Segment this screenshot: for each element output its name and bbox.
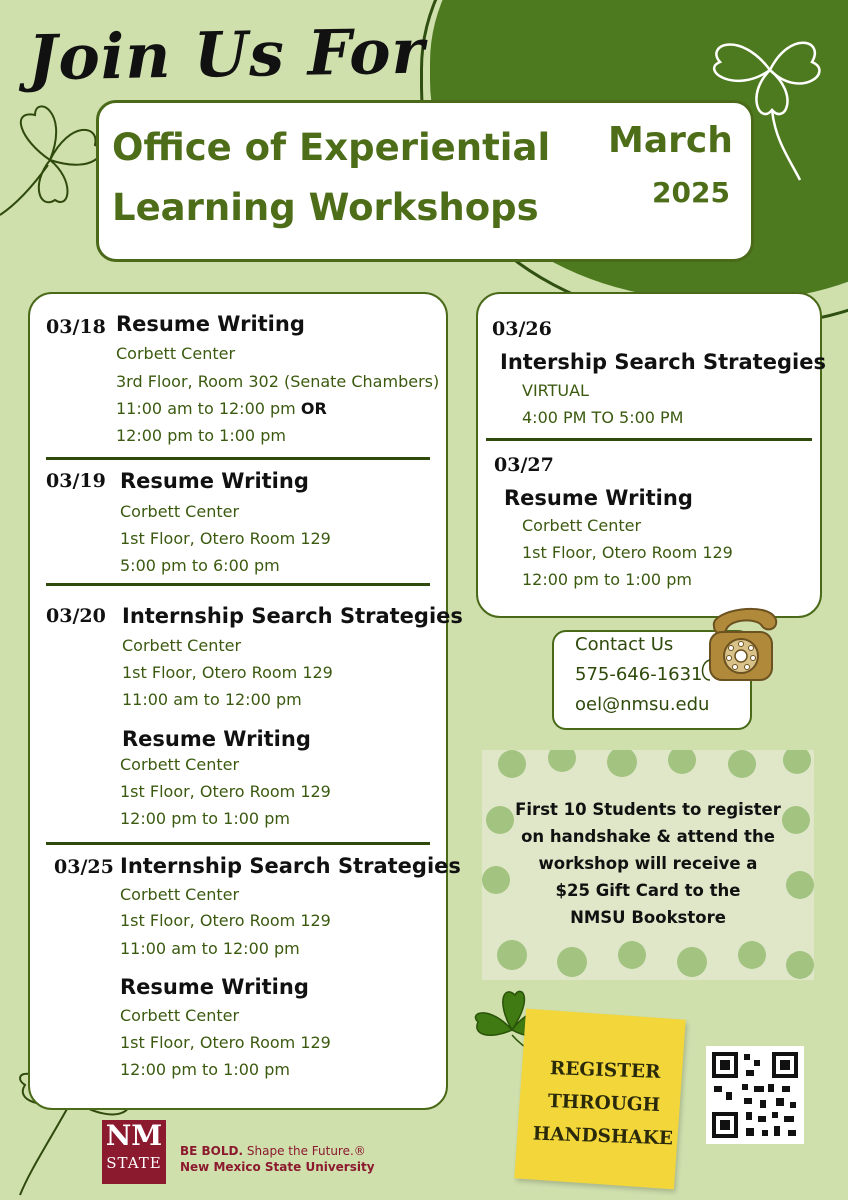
divider [46, 583, 430, 586]
rotary-phone-icon [700, 600, 782, 686]
time: 4:00 PM TO 5:00 PM [522, 408, 684, 427]
location: Corbett Center [120, 502, 240, 521]
date-0320: 03/20 [46, 605, 106, 627]
time: 12:00 pm to 1:00 pm [120, 809, 290, 828]
room: 1st Floor, Otero Room 129 [120, 529, 331, 548]
date-0318: 03/18 [46, 316, 106, 338]
location: Corbett Center [116, 344, 236, 363]
location: Corbett Center [120, 755, 240, 774]
script-heading: Join Us For [27, 14, 426, 95]
page-title [112, 118, 552, 238]
location: Corbett Center [120, 885, 240, 904]
time: 11:00 am to 12:00 pm [120, 939, 300, 958]
time: 12:00 pm to 1:00 pm [116, 426, 286, 445]
divider [46, 457, 430, 460]
university-name: New Mexico State University [180, 1160, 375, 1174]
date-0319: 03/19 [46, 470, 106, 492]
workshop-title: Resume Writing [122, 727, 311, 751]
qr-code-icon[interactable] [706, 1046, 804, 1144]
location: VIRTUAL [522, 381, 589, 400]
tagline-bold: BE BOLD. [180, 1144, 244, 1158]
room: 1st Floor, Otero Room 129 [120, 1033, 331, 1052]
promo-line: on handshake & attend the [521, 827, 775, 846]
register-line: REGISTER [549, 1058, 661, 1083]
title-year: 2025 [652, 176, 730, 209]
room: 1st Floor, Otero Room 129 [122, 663, 333, 682]
time: 11:00 am to 12:00 pm OR [116, 399, 327, 418]
divider [486, 438, 812, 441]
workshop-title: Resume Writing [504, 486, 693, 510]
room: 1st Floor, Otero Room 129 [522, 543, 733, 562]
workshop-title: Internship Search Strategies [122, 604, 463, 628]
location: Corbett Center [120, 1006, 240, 1025]
title-line-2: Learning Workshops [112, 186, 539, 229]
date-0326: 03/26 [492, 318, 552, 340]
time: 12:00 pm to 1:00 pm [120, 1060, 290, 1079]
title-line-1: Office of Experiential [112, 126, 551, 169]
workshop-title: Intership Search Strategies [500, 350, 826, 374]
logo-bottom: STATE [106, 1154, 162, 1172]
workshop-title: Internship Search Strategies [120, 854, 461, 878]
workshop-title: Resume Writing [116, 312, 305, 336]
promo-line: $25 Gift Card to the [555, 881, 741, 900]
contact-email[interactable]: oel@nmsu.edu [575, 694, 710, 715]
logo-top: NM [105, 1119, 163, 1152]
room: 1st Floor, Otero Room 129 [120, 782, 331, 801]
date-0325: 03/25 [54, 856, 114, 878]
promo-text [490, 796, 806, 931]
title-month: March [608, 120, 733, 161]
contact-heading: Contact Us [575, 634, 674, 655]
workshop-title: Resume Writing [120, 975, 309, 999]
promo-line: workshop will receive a [538, 854, 758, 873]
location: Corbett Center [522, 516, 642, 535]
time: 5:00 pm to 6:00 pm [120, 556, 280, 575]
qr-code-graphic [706, 1046, 804, 1144]
tagline-rest: Shape the Future.® [246, 1144, 366, 1158]
contact-phone[interactable]: 575-646-1631 [575, 664, 703, 685]
register-note[interactable] [522, 1051, 685, 1156]
room: 3rd Floor, Room 302 (Senate Chambers) [116, 372, 440, 391]
workshop-title: Resume Writing [120, 469, 309, 493]
time: 12:00 pm to 1:00 pm [522, 570, 692, 589]
date-0327: 03/27 [494, 454, 554, 476]
location: Corbett Center [122, 636, 242, 655]
nmsu-logo [102, 1120, 166, 1184]
clover-icon [0, 106, 101, 215]
room: 1st Floor, Otero Room 129 [120, 911, 331, 930]
register-line: THROUGH [547, 1091, 661, 1116]
time: 11:00 am to 12:00 pm [122, 690, 302, 709]
tagline [180, 1144, 366, 1158]
register-line: HANDSHAKE [532, 1123, 674, 1150]
divider [46, 842, 430, 845]
promo-line: First 10 Students to register [515, 800, 781, 819]
promo-line: NMSU Bookstore [570, 908, 726, 927]
